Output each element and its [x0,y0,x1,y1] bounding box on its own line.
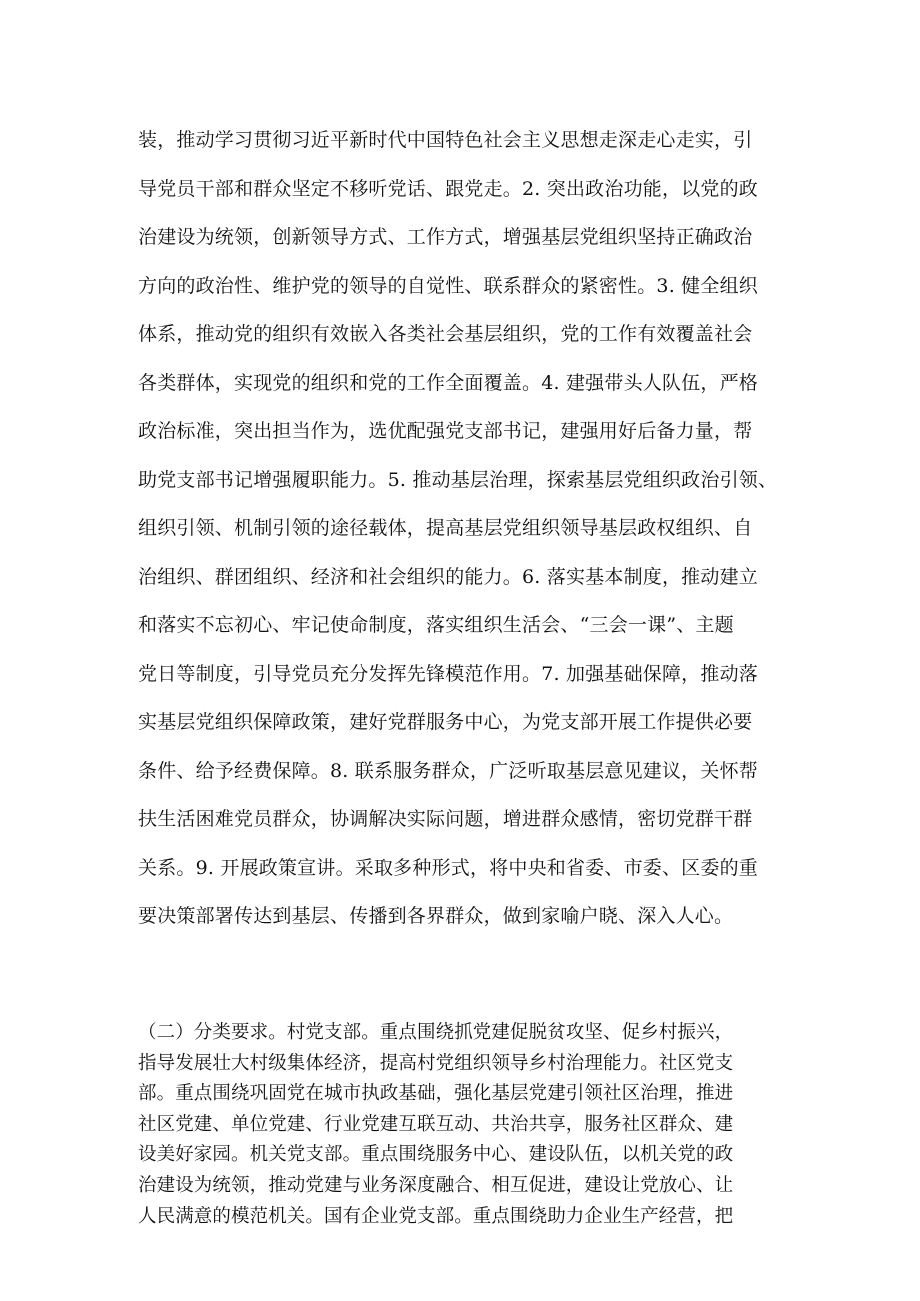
text-line: 治建设为统领，推动党建与业务深度融合、相互促进，建设让党放心、让 [138,1174,734,1196]
text-line: 装，推动学习贯彻习近平新时代中国特色社会主义思想走深走心走实，引 [138,129,753,151]
paragraph-2 [138,1018,798,1232]
text-line: 体系，推动党的组织有效嵌入各类社会基层组织，党的工作有效覆盖社会 [138,323,753,345]
text-line: 各类群体，实现党的组织和党的工作全面覆盖。4. 建强带头人队伍，严格 [138,371,758,394]
text-line: 方向的政治性、维护党的领导的自觉性、联系群众的紧密性。3. 健全组织 [138,274,758,297]
text-line: 组织引领、机制引领的途径载体，提高基层党组织领导基层政权组织、自 [138,517,753,539]
text-line: 和落实不忘初心、牢记使命制度，落实组织生活会、“三会一课”、主题 [138,614,734,636]
text-line: 人民满意的模范机关。国有企业党支部。重点围绕助力企业生产经营，把 [138,1205,734,1227]
text-line: 实基层党组织保障政策，建好党群服务中心，为党支部开展工作提供必要 [138,711,753,733]
text-line: 社区党建、单位党建、行业党建互联互动、共治共享，服务社区群众、建 [138,1113,734,1135]
text-line: 助党支部书记增强履职能力。5. 推动基层治理，探索基层党组织政治引领、 [138,468,778,491]
text-line: （二）分类要求。村党支部。重点围绕抓党建促脱贫攻坚、促乡村振兴， [138,1022,734,1043]
text-line: 设美好家园。机关党支部。重点围绕服务中心、建设队伍，以机关党的政 [138,1144,734,1166]
text-line: 党日等制度，引导党员充分发挥先锋模范作用。7. 加强基础保障，推动落 [138,662,758,685]
text-line: 指导发展壮大村级集体经济，提高村党组织领导乡村治理能力。社区党支 [138,1052,734,1074]
text-line: 要决策部署传达到基层、传播到各界群众，做到家喻户晓、深入人心。 [138,905,734,927]
text-line: 政治标准，突出担当作为，选优配强党支部书记，建强用好后备力量，帮 [138,420,753,442]
paragraph-1 [138,124,798,949]
text-line: 部。重点围绕巩固党在城市执政基础，强化基层党建引领社区治理，推进 [138,1083,734,1105]
text-line: 治建设为统领，创新领导方式、工作方式，增强基层党组织坚持正确政治 [138,226,753,248]
text-line: 扶生活困难党员群众，协调解决实际问题，增进群众感情，密切党群干群 [138,808,753,830]
text-line: 治组织、群团组织、经济和社会组织的能力。6. 落实基本制度，推动建立 [138,565,758,588]
text-line: 导党员干部和群众坚定不移听党话、跟党走。2. 突出政治功能，以党的政 [138,177,758,200]
text-line: 关系。9. 开展政策宣讲。采取多种形式，将中央和省委、市委、区委的重 [138,856,758,879]
text-line: 条件、给予经费保障。8. 联系服务群众，广泛听取基层意见建议，关怀帮 [138,759,758,782]
